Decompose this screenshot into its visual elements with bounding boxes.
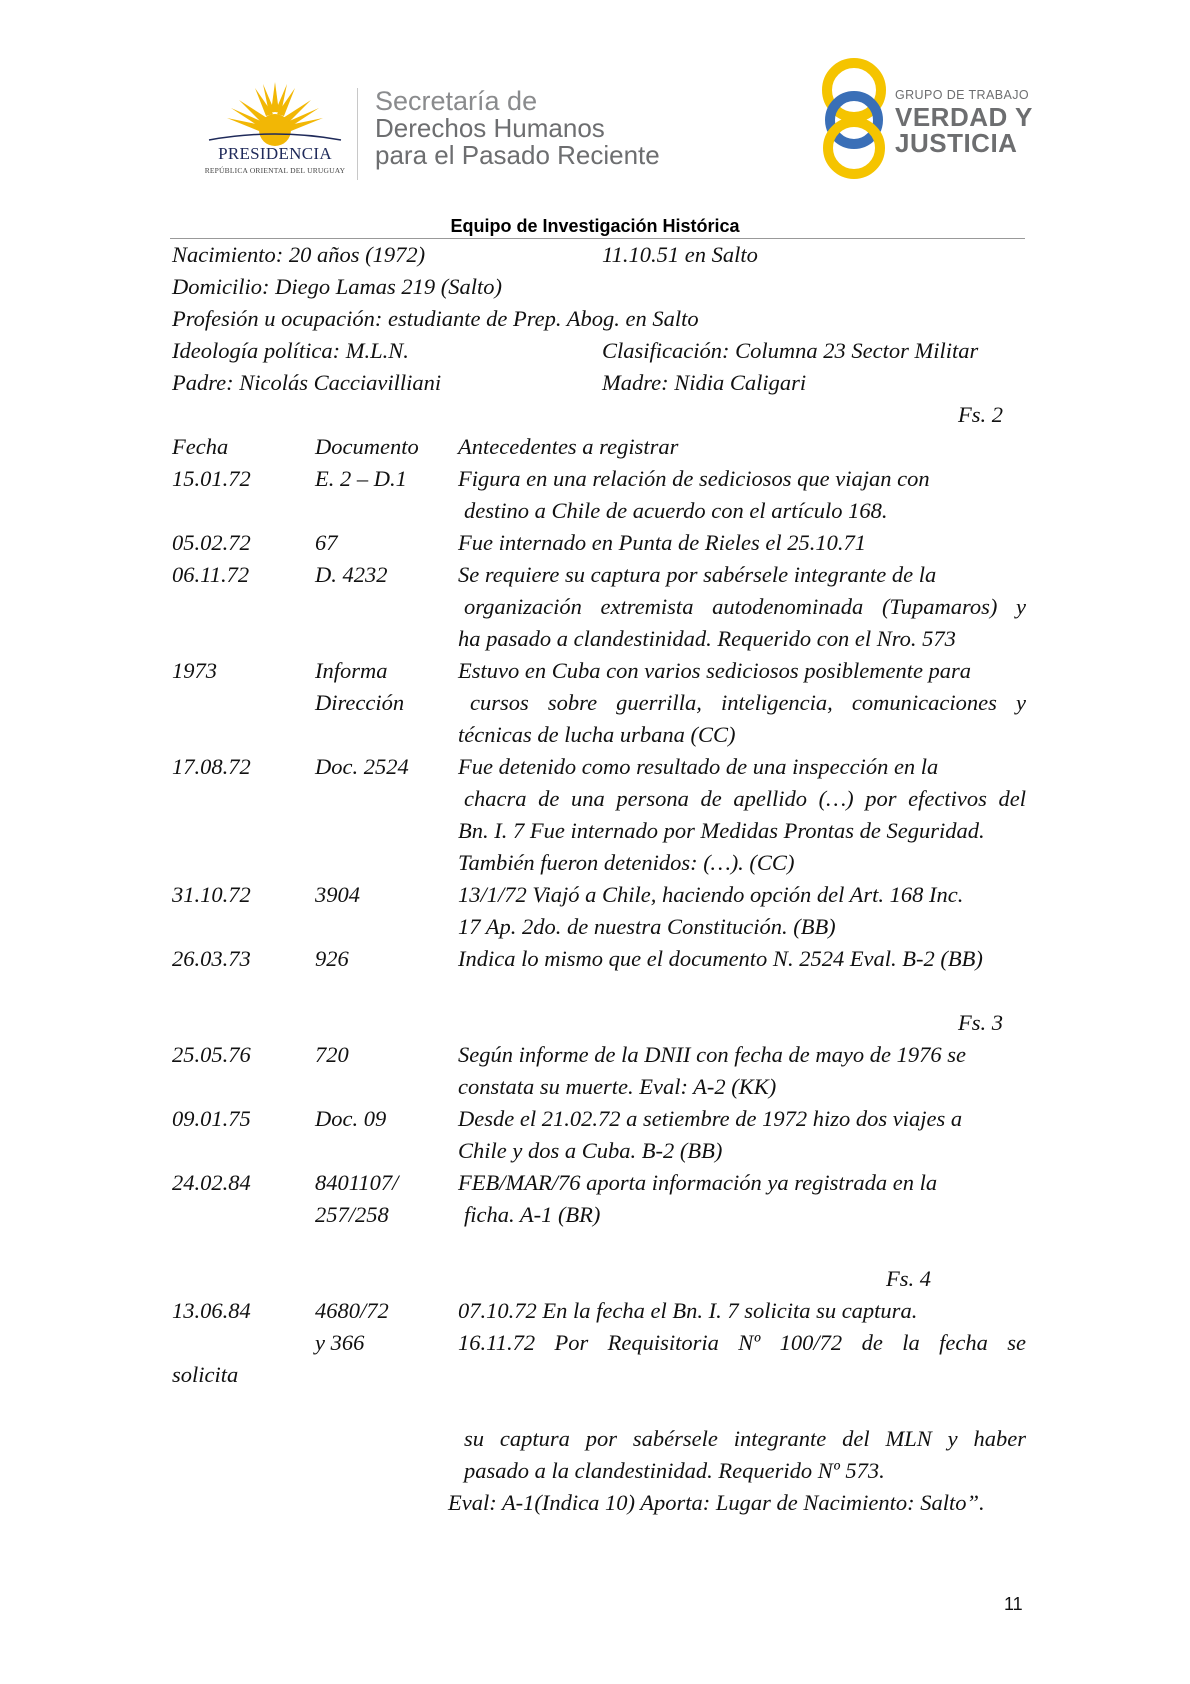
row-fecha: 24.02.84 bbox=[172, 1170, 251, 1195]
logo-divider bbox=[357, 88, 358, 180]
folio-fs4: Fs. 4 bbox=[886, 1266, 931, 1291]
folio-fs2: Fs. 2 bbox=[958, 402, 1003, 427]
header-rule bbox=[170, 238, 1025, 239]
info-ideologia: Ideología política: M.L.N. bbox=[172, 338, 409, 363]
info-nacimiento: Nacimiento: 20 años (1972) bbox=[172, 242, 426, 267]
row-documento-cont: y 366 bbox=[315, 1330, 365, 1355]
team-title: Equipo de Investigación Histórica bbox=[450, 216, 740, 236]
presidencia-logo bbox=[195, 78, 355, 178]
grupo-line2: VERDAD Y bbox=[895, 102, 1033, 132]
row-documento: Doc. 2524 bbox=[315, 754, 409, 779]
row-antecedente-line: 16.11.72 Por Requisitoria Nº 100/72 de la fecha se bbox=[458, 1330, 1026, 1355]
row-documento: 8401107/ bbox=[315, 1170, 399, 1195]
row-fecha: 25.05.76 bbox=[172, 1042, 251, 1067]
grupo-line3: JUSTICIA bbox=[895, 128, 1018, 158]
row-antecedente-line: Fue internado en Punta de Rieles el 25.10.71 bbox=[458, 530, 867, 555]
row-antecedente-line: Eval: A-1(Indica 10) Aporta: Lugar de Nacimiento: Salto”. bbox=[448, 1490, 985, 1515]
row-antecedente-line: Estuvo en Cuba con varios sediciosos posiblemente para bbox=[458, 658, 972, 683]
info-profesion: Profesión u ocupación: estudiante de Prep. Abog. en Salto bbox=[172, 306, 699, 331]
presidencia-name: PRESIDENCIA bbox=[218, 144, 332, 163]
info-domicilio: Domicilio: Diego Lamas 219 (Salto) bbox=[172, 274, 502, 299]
row-antecedente-line: destino a Chile de acuerdo con el artículo 168. bbox=[464, 498, 888, 523]
row-antecedente-line: 17 Ap. 2do. de nuestra Constitución. (BB) bbox=[458, 914, 836, 939]
row-antecedente-line: Bn. I. 7 Fue internado por Medidas Prontas de Seguridad. bbox=[458, 818, 985, 843]
row-antecedente-line: Indica lo mismo que el documento N. 2524 Eval. B-2 (BB) bbox=[458, 946, 983, 971]
col-header-antecedentes: Antecedentes a registrar bbox=[458, 434, 679, 459]
row-antecedente-line: Según informe de la DNII con fecha de mayo de 1976 se bbox=[458, 1042, 966, 1067]
row-antecedente-line: FEB/MAR/76 aporta información ya registrada en la bbox=[458, 1170, 938, 1195]
row-fecha: 09.01.75 bbox=[172, 1106, 251, 1131]
col-header-documento: Documento bbox=[315, 434, 419, 459]
row-fecha: 13.06.84 bbox=[172, 1298, 251, 1323]
row-antecedente-line: constata su muerte. Eval: A-2 (KK) bbox=[458, 1074, 777, 1099]
row-antecedente-line: Desde el 21.02.72 a setiembre de 1972 hizo dos viajes a bbox=[458, 1106, 963, 1131]
row-fecha: 26.03.73 bbox=[172, 946, 251, 971]
row-antecedente-line: Fue detenido como resultado de una inspección en la bbox=[458, 754, 939, 779]
row-documento-cont: Dirección bbox=[315, 690, 405, 715]
row-fecha: 06.11.72 bbox=[172, 562, 250, 587]
row-fecha: 1973 bbox=[172, 658, 217, 683]
secretaria-logo-text bbox=[375, 88, 660, 169]
secretaria-line2: Derechos Humanos bbox=[375, 113, 605, 143]
folio-fs3: Fs. 3 bbox=[958, 1010, 1003, 1035]
row-fecha: 05.02.72 bbox=[172, 530, 251, 555]
row-documento: Doc. 09 bbox=[315, 1106, 387, 1131]
row-antecedente-line: pasado a la clandestinidad. Requerido Nº 573. bbox=[464, 1458, 885, 1483]
row-antecedente-line: organización extremista autodenominada (Tupamaros) y bbox=[464, 594, 1026, 619]
row-antecedente-line: su captura por sabérsele integrante del MLN y haber bbox=[464, 1426, 1026, 1451]
row-documento: Informa bbox=[315, 658, 388, 683]
row-antecedente-line: ficha. A-1 (BR) bbox=[464, 1202, 601, 1227]
row-antecedente-line: cursos sobre guerrilla, inteligencia, comunicaciones y bbox=[470, 690, 1026, 715]
verdad-justicia-logo bbox=[820, 56, 1060, 180]
row-antecedente-line: Chile y dos a Cuba. B-2 (BB) bbox=[458, 1138, 723, 1163]
page-number: 11 bbox=[1004, 1594, 1023, 1614]
row-documento-cont: 257/258 bbox=[315, 1202, 389, 1227]
row-antecedente-line: chacra de una persona de apellido (…) por efectivos del bbox=[464, 786, 1026, 811]
row-antecedente-line: Se requiere su captura por sabérsele integrante de la bbox=[458, 562, 937, 587]
row-fecha: 31.10.72 bbox=[172, 882, 251, 907]
secretaria-line1: Secretaría de bbox=[375, 86, 538, 116]
row-antecedente-line: ha pasado a clandestinidad. Requerido con el Nro. 573 bbox=[458, 626, 956, 651]
row-antecedente-line: 13/1/72 Viajó a Chile, haciendo opción del Art. 168 Inc. bbox=[458, 882, 964, 907]
row-documento: E. 2 – D.1 bbox=[315, 466, 407, 491]
row-antecedente-line: técnicas de lucha urbana (CC) bbox=[458, 722, 736, 747]
row-documento: 67 bbox=[315, 530, 338, 555]
secretaria-line3: para el Pasado Reciente bbox=[375, 140, 660, 170]
row-fecha: 15.01.72 bbox=[172, 466, 251, 491]
info-madre: Madre: Nidia Caligari bbox=[602, 370, 807, 395]
row-documento: 926 bbox=[315, 946, 349, 971]
row-antecedente-line: 07.10.72 En la fecha el Bn. I. 7 solicita su captura. bbox=[458, 1298, 918, 1323]
presidencia-subtitle: REPÚBLICA ORIENTAL DEL URUGUAY bbox=[204, 166, 346, 175]
row-documento: 720 bbox=[315, 1042, 349, 1067]
grupo-line1: GRUPO DE TRABAJO bbox=[895, 88, 1029, 102]
row-documento: 4680/72 bbox=[315, 1298, 389, 1323]
row-antecedente-line: También fueron detenidos: (…). (CC) bbox=[458, 850, 795, 875]
col-header-fecha: Fecha bbox=[172, 434, 229, 459]
row-documento: 3904 bbox=[315, 882, 360, 907]
info-nacimiento-fecha: 11.10.51 en Salto bbox=[602, 242, 758, 267]
sun-emblem-icon bbox=[195, 78, 355, 148]
row-antecedente-line: Figura en una relación de sediciosos que viajan con bbox=[458, 466, 930, 491]
info-clasificacion: Clasificación: Columna 23 Sector Militar bbox=[602, 338, 979, 363]
row-documento: D. 4232 bbox=[315, 562, 388, 587]
row-antecedente-wrap: solicita bbox=[172, 1362, 239, 1387]
info-padre: Padre: Nicolás Cacciavilliani bbox=[172, 370, 442, 395]
row-fecha: 17.08.72 bbox=[172, 754, 251, 779]
linked-rings-icon bbox=[820, 56, 892, 180]
